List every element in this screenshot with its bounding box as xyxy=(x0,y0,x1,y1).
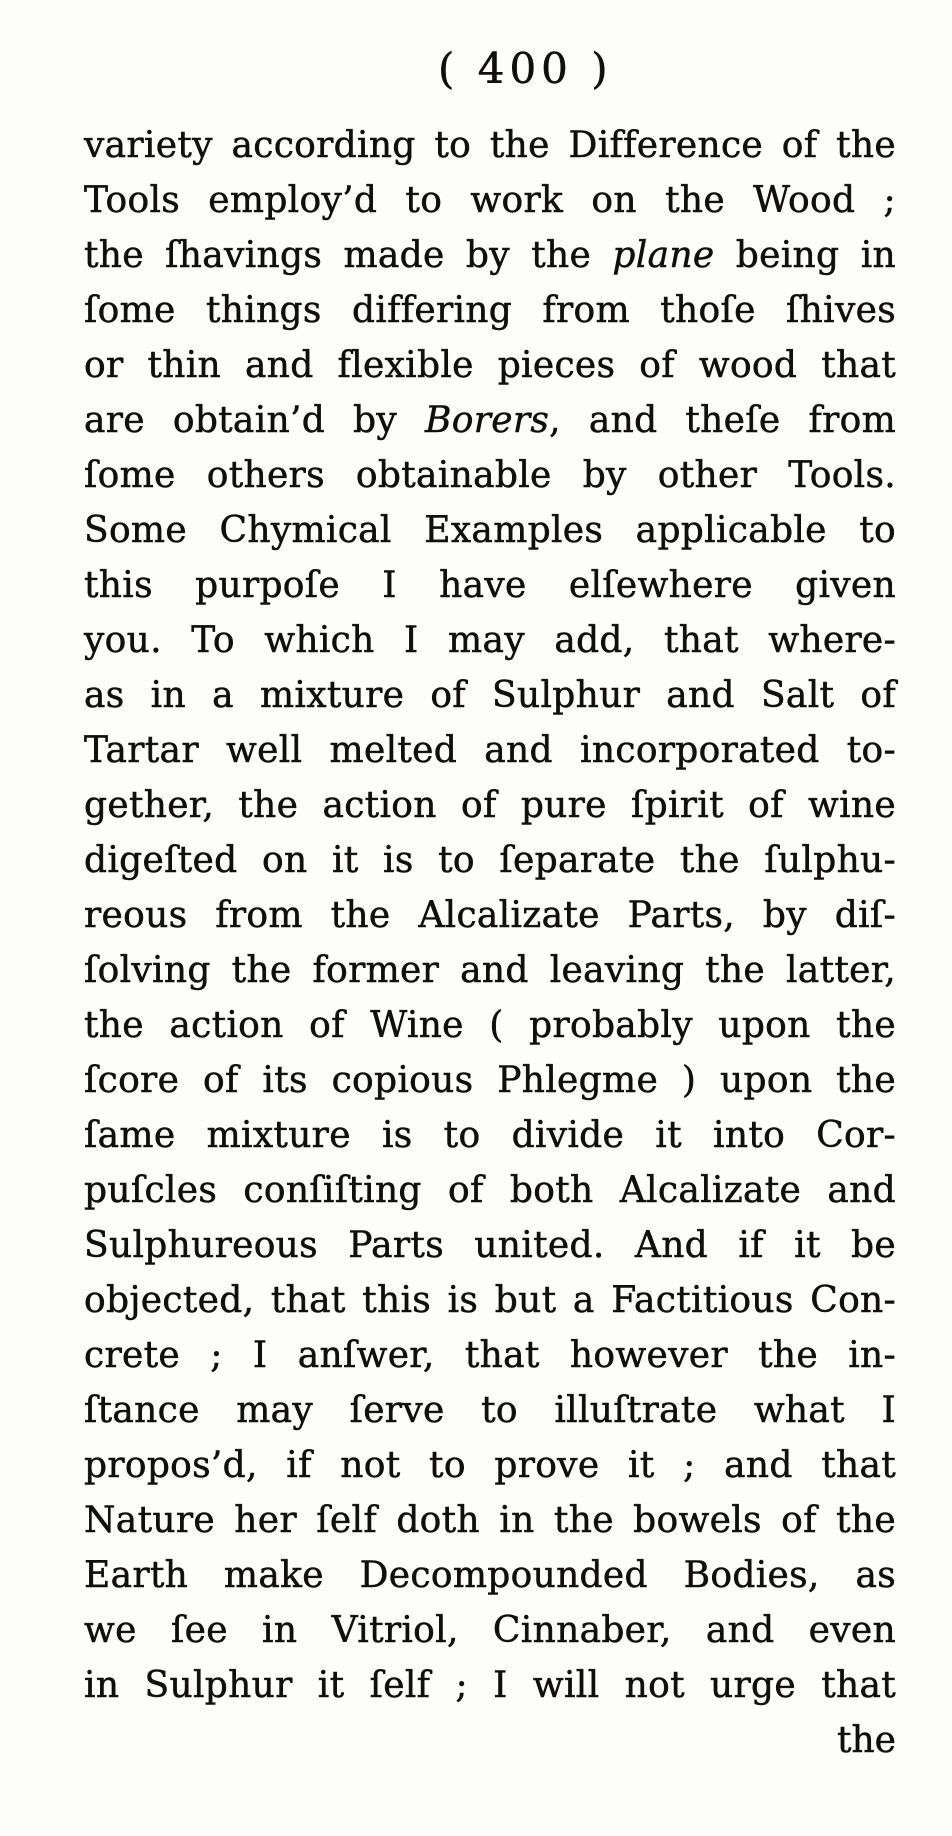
text-segment: gether, the action of pure ſpirit of wine xyxy=(84,785,896,826)
text-segment: Nature her ſelf doth in the bowels of the xyxy=(84,1500,896,1541)
text-line-18 xyxy=(84,1053,896,1108)
text-segment: Sulphureous Parts united. And if it be xyxy=(84,1225,896,1266)
text-segment: ſome others obtainable by other Tools. xyxy=(84,455,896,496)
catchword: the xyxy=(837,1720,896,1761)
italic-word: Borers xyxy=(425,400,550,441)
text-segment: in Sulphur it ſelf ; I will not urge that xyxy=(84,1665,896,1706)
text-segment: we ſee in Vitriol, Cinnaber, and even xyxy=(84,1610,896,1651)
page-text-block xyxy=(84,118,896,1713)
text-line-5 xyxy=(84,338,896,393)
text-line-22 xyxy=(84,1273,896,1328)
text-line-4 xyxy=(84,283,896,338)
text-segment: you. To which I may add, that where- xyxy=(84,620,896,661)
text-segment: are obtain’d by xyxy=(84,400,425,441)
text-segment: this purpoſe I have elſewhere given xyxy=(84,565,896,606)
text-line-26 xyxy=(84,1493,896,1548)
text-line-16 xyxy=(84,943,896,998)
text-segment: or thin and flexible pieces of wood that xyxy=(84,345,896,386)
text-segment: the ſhavings made by the xyxy=(84,235,613,276)
text-segment: , and theſe from xyxy=(549,400,897,441)
text-line-15 xyxy=(84,888,896,943)
text-line-6 xyxy=(84,393,896,448)
text-segment: Tartar well melted and incorporated to- xyxy=(84,730,896,771)
text-segment: objected, that this is but a Factitious Con- xyxy=(84,1280,896,1321)
text-line-20 xyxy=(84,1163,896,1218)
text-line-2 xyxy=(84,173,896,228)
text-segment: ſtance may ſerve to illuſtrate what I xyxy=(84,1390,896,1431)
text-line-12 xyxy=(84,723,896,778)
text-line-7 xyxy=(84,448,896,503)
text-segment: ſcore of its copious Phlegme ) upon the xyxy=(84,1060,896,1101)
text-line-9 xyxy=(84,558,896,613)
text-segment: crete ; I anſwer, that however the in- xyxy=(84,1335,896,1376)
text-line-8 xyxy=(84,503,896,558)
text-line-14 xyxy=(84,833,896,888)
text-segment: ſame mixture is to divide it into Cor- xyxy=(84,1115,896,1156)
text-segment: the action of Wine ( probably upon the xyxy=(84,1005,896,1046)
text-line-28 xyxy=(84,1603,896,1658)
text-line-27 xyxy=(84,1548,896,1603)
text-segment: reous from the Alcalizate Parts, by diſ- xyxy=(84,895,896,936)
text-segment: puſcles conſiſting of both Alcalizate and xyxy=(84,1170,896,1211)
text-segment: ſolving the former and leaving the latter, xyxy=(84,950,896,991)
text-line-29 xyxy=(84,1658,896,1713)
text-line-21 xyxy=(84,1218,896,1273)
text-segment: as in a mixture of Sulphur and Salt of xyxy=(84,675,896,716)
text-line-10 xyxy=(84,613,896,668)
page-number: ( 400 ) xyxy=(438,44,613,93)
text-segment: variety according to the Difference of the xyxy=(84,125,896,166)
text-segment: Some Chymical Examples applicable to xyxy=(84,510,896,551)
text-line-1 xyxy=(84,118,896,173)
text-segment: Earth make Decompounded Bodies, as xyxy=(84,1555,896,1596)
text-line-13 xyxy=(84,778,896,833)
text-segment: propos’d, if not to prove it ; and that xyxy=(84,1445,896,1486)
text-line-23 xyxy=(84,1328,896,1383)
italic-word: plane xyxy=(612,235,715,276)
text-segment: Tools employ’d to work on the Wood ; xyxy=(84,180,896,221)
text-segment: ſome things differing from thoſe ſhives xyxy=(84,290,896,331)
text-line-25 xyxy=(84,1438,896,1493)
text-line-3 xyxy=(84,228,896,283)
text-segment: digeſted on it is to ſeparate the ſulphu- xyxy=(84,840,896,881)
text-line-17 xyxy=(84,998,896,1053)
text-line-24 xyxy=(84,1383,896,1438)
text-line-19 xyxy=(84,1108,896,1163)
text-segment: being in xyxy=(714,235,896,276)
text-line-11 xyxy=(84,668,896,723)
